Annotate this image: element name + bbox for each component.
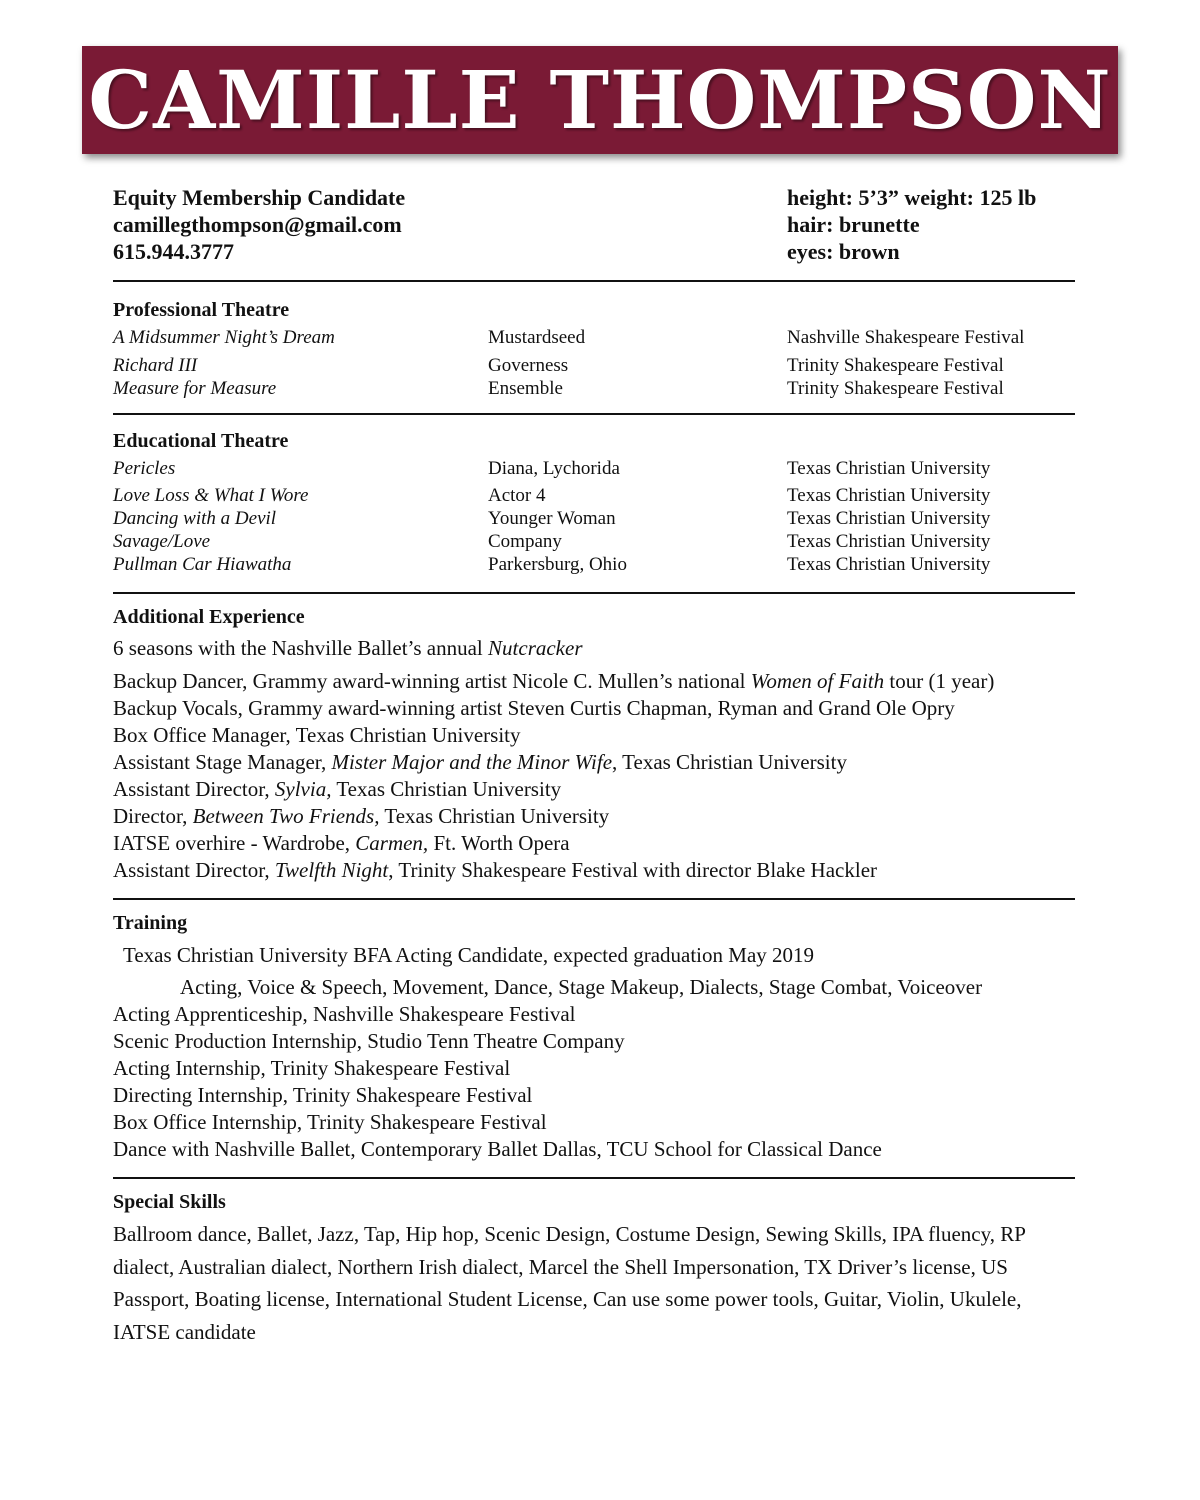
credit-row: [113, 327, 1075, 350]
credit-show: Pericles: [113, 458, 176, 479]
credit-row: [113, 458, 1075, 481]
experience-text: IATSE overhire - Wardrobe,: [113, 831, 356, 855]
experience-title: Nutcracker: [488, 636, 583, 660]
professional-credits: [113, 327, 1075, 401]
resume-name: CAMILLE THOMPSON: [88, 53, 1112, 147]
credit-venue: Trinity Shakespeare Festival: [787, 355, 1004, 376]
experience-item: [113, 695, 1093, 722]
additional-experience-list: [113, 635, 1093, 884]
contact-info: [113, 184, 405, 265]
experience-text: Backup Dancer, Grammy award-winning artist Nicole C. Mullen’s national: [113, 669, 751, 693]
training-item: Acting Internship, Trinity Shakespeare Festival: [113, 1056, 511, 1080]
special-skills-text: Ballroom dance, Ballet, Jazz, Tap, Hip hop, Scenic Design, Costume Design, Sewing Skills, IPA fluency, RP dialect, Australian dialect, Northern Irish dialect, Marcel the Shell Impersonation, TX Driver’s license, US Passport, Boating license, International Student License, Can use some power tools, Guitar, Violin, Ukulele, IATSE candidate: [113, 1222, 1026, 1344]
experience-item: [113, 857, 1093, 884]
section-title-special-skills: Special Skills: [113, 1191, 226, 1213]
membership-status: Equity Membership Candidate: [113, 185, 406, 210]
credit-venue: Nashville Shakespeare Festival: [787, 327, 1025, 348]
credit-venue: Texas Christian University: [787, 508, 991, 529]
educational-credits: [113, 458, 1075, 577]
phone-number: 615.944.3777: [113, 239, 234, 264]
training-coursework: Acting, Voice & Speech, Movement, Dance, Stage Makeup, Dialects, Stage Combat, Voiceover: [180, 975, 983, 999]
credit-role: Parkersburg, Ohio: [488, 554, 627, 575]
experience-item: [113, 776, 1093, 803]
training-item: Scenic Production Internship, Studio Tenn Theatre Company: [113, 1029, 625, 1053]
section-divider: [113, 898, 1075, 900]
credit-show: Dancing with a Devil: [113, 508, 277, 529]
credit-role: Younger Woman: [488, 508, 616, 529]
credit-row: [113, 554, 1075, 577]
eye-color: eyes: brown: [787, 239, 900, 264]
experience-item: [113, 830, 1093, 857]
credit-show: Richard III: [113, 355, 198, 376]
credit-show: A Midsummer Night’s Dream: [113, 327, 335, 348]
height-weight: height: 5’3” weight: 125 lb: [787, 185, 1037, 210]
section-divider: [113, 413, 1075, 415]
section-divider: [113, 1177, 1075, 1179]
experience-text: Texas Christian University: [379, 804, 610, 828]
physical-stats: [787, 184, 1036, 265]
experience-text: tour (1 year): [884, 669, 995, 693]
training-item: Acting Apprenticeship, Nashville Shakespeare Festival: [113, 1002, 576, 1026]
experience-title: Carmen,: [355, 831, 429, 855]
credit-role: Actor 4: [488, 485, 546, 506]
section-divider: [113, 280, 1075, 282]
credit-show: Love Loss & What I Wore: [113, 485, 309, 506]
credit-row: [113, 485, 1075, 508]
experience-text: Assistant Stage Manager,: [113, 750, 332, 774]
credit-venue: Texas Christian University: [787, 458, 991, 479]
experience-text: 6 seasons with the Nashville Ballet’s annual: [113, 636, 489, 660]
section-title-professional-theatre: Professional Theatre: [113, 299, 290, 321]
experience-title: Sylvia,: [274, 777, 332, 801]
email-address: camillegthompson@gmail.com: [113, 212, 402, 237]
experience-text: , Trinity Shakespeare Festival with director Blake Hackler: [388, 858, 878, 882]
experience-text: Box Office Manager, Texas Christian University: [113, 723, 521, 747]
experience-text: Ft. Worth Opera: [428, 831, 570, 855]
credit-role: Diana, Lychorida: [488, 458, 620, 479]
credit-venue: Trinity Shakespeare Festival: [787, 378, 1004, 399]
experience-item: [113, 722, 1093, 749]
section-title-training: Training: [113, 912, 188, 934]
experience-item: [113, 635, 1093, 662]
experience-title: Between Two Friends,: [192, 804, 380, 828]
training-list: [113, 942, 1093, 1163]
credit-venue: Texas Christian University: [787, 531, 991, 552]
hair-color: hair: brunette: [787, 212, 920, 237]
credit-venue: Texas Christian University: [787, 554, 991, 575]
credit-row: [113, 531, 1075, 554]
experience-text: , Texas Christian University: [612, 750, 847, 774]
name-banner: [82, 46, 1118, 154]
training-item: Dance with Nashville Ballet, Contemporary Ballet Dallas, TCU School for Classical Dance: [113, 1137, 882, 1161]
experience-item: [113, 803, 1093, 830]
section-title-additional-experience: Additional Experience: [113, 606, 305, 628]
experience-text: Backup Vocals, Grammy award-winning artist Steven Curtis Chapman, Ryman and Grand Ole Opry: [113, 696, 955, 720]
training-item: Box Office Internship, Trinity Shakespeare Festival: [113, 1110, 547, 1134]
experience-title: Women of Faith: [750, 669, 885, 693]
training-degree: Texas Christian University BFA Acting Candidate, expected graduation May 2019: [123, 943, 815, 967]
credit-show: Savage/Love: [113, 531, 211, 552]
experience-text: Texas Christian University: [331, 777, 562, 801]
credit-show: Pullman Car Hiawatha: [113, 554, 292, 575]
credit-row: [113, 378, 1075, 401]
credit-role: Company: [488, 531, 562, 552]
credit-role: Mustardseed: [488, 327, 586, 348]
credit-row: [113, 355, 1075, 378]
experience-title: Mister Major and the Minor Wife: [331, 750, 613, 774]
experience-title: Twelfth Night: [274, 858, 389, 882]
experience-item: [113, 668, 1093, 695]
credit-role: Governess: [488, 355, 569, 376]
section-divider: [113, 592, 1075, 594]
credit-role: Ensemble: [488, 378, 563, 399]
credit-row: [113, 508, 1075, 531]
experience-text: Director,: [113, 804, 193, 828]
experience-text: Assistant Director,: [113, 777, 275, 801]
training-item: Directing Internship, Trinity Shakespeare Festival: [113, 1083, 533, 1107]
credit-venue: Texas Christian University: [787, 485, 991, 506]
section-title-educational-theatre: Educational Theatre: [113, 430, 289, 452]
experience-item: [113, 749, 1093, 776]
credit-show: Measure for Measure: [113, 378, 277, 399]
experience-text: Assistant Director,: [113, 858, 275, 882]
